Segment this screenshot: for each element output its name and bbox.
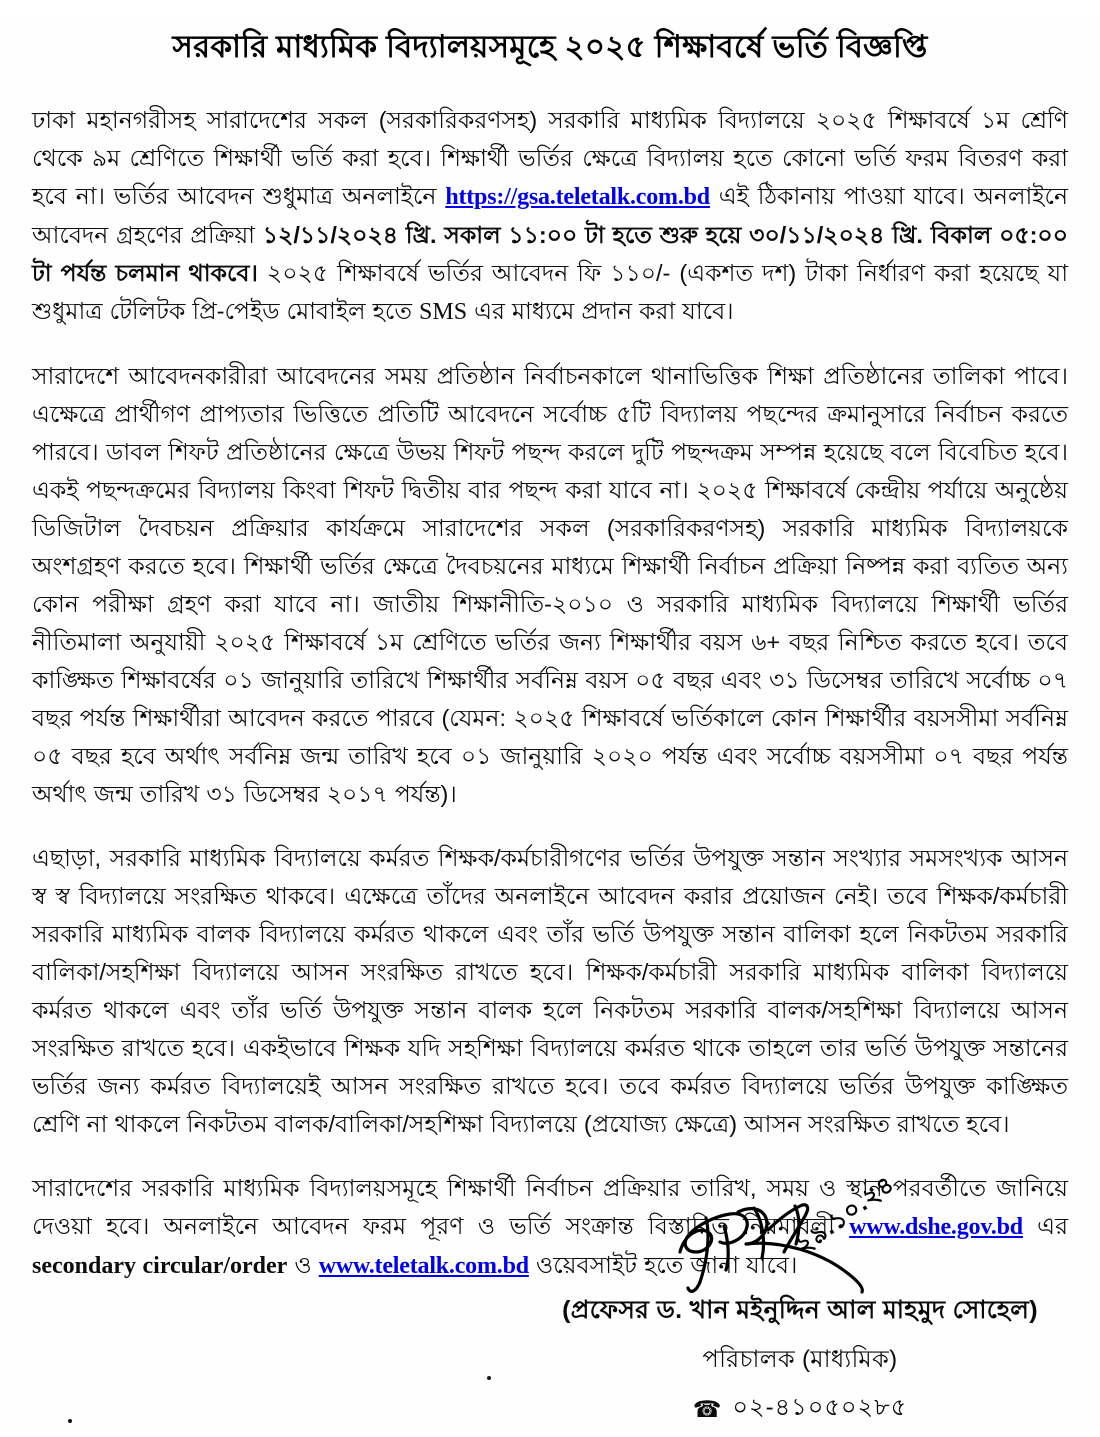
- paragraph-3: এছাড়া, সরকারি মাধ্যমিক বিদ্যালয়ে কর্মরত শিক্ষক/কর্মচারীগণের ভর্তির উপযুক্ত সন্তান সংখ্যার সমসংখ্যক আসন স্ব স্ব বিদ্যালয়ে সংরক্ষিত থাকবে। এক্ষেত্রে তাঁদের অনলাইনে আবেদন করার প্রয়োজন নেই। তবে শিক্ষক/কর্মচারী সরকারি মাধ্যমিক বালক বিদ্যালয়ে কর্মরত থাকলে এবং তাঁর ভর্তি উপযুক্ত সন্তান বালিকা হলে নিকটতম সরকারি বালিকা/সহশিক্ষা বিদ্যালয়ে আসন সংরক্ষিত রাখতে হবে। শিক্ষক/কর্মচারী সরকারি মাধ্যমিক বালিকা বিদ্যালয়ে কর্মরত থাকলে এবং তাঁর ভর্তি উপযুক্ত সন্তান বালক হলে নিকটতম সরকারি বালক/সহশিক্ষা বিদ্যালয়ে আসন সংরক্ষিত রাখতে হবে। একইভাবে শিক্ষক যদি সহশিক্ষা বিদ্যালয়ে কর্মরত থাকে তাহলে তার ভর্তি উপযুক্ত সন্তানের ভর্তির জন্য কর্মরত বিদ্যালয়েই আসন সংরক্ষিত রাখতে হবে। তবে কর্মরত বিদ্যালয়ে ভর্তির উপযুক্ত কাঙ্ক্ষিত শ্রেণি না থাকলে নিকটতম বালক/বালিকা/সহশিক্ষা বিদ্যালয়ে (প্রযোজ্য ক্ষেত্রে) আসন সংরক্ষিত রাখতে হবে।: [32, 844, 1068, 1137]
- teletalk-link[interactable]: www.teletalk.com.bd: [318, 1252, 529, 1279]
- paragraph-4-text-d: ওয়েবসাইট হতে জানা যাবে।: [528, 1251, 798, 1278]
- paragraph-4-text-a: সারাদেশের সরকারি মাধ্যমিক বিদ্যালয়সমূহে শিক্ষার্থী নির্বাচন প্রক্রিয়ার তারিখ, সময় ও স্থান পরবর্তীতে জানিয়ে দেওয়া হবে। অনলাইনে আবেদন ফরম পূরণ ও ভর্তি সংক্রান্ত বিস্তারিত নিয়মাবলী: [32, 1174, 1068, 1239]
- signature-date: ২৯.১০.২৪: [791, 1170, 900, 1260]
- dshe-link[interactable]: www.dshe.gov.bd: [849, 1213, 1023, 1240]
- sms-term: SMS: [419, 298, 468, 325]
- secondary-circular-order-text: secondary circular/order: [32, 1252, 288, 1279]
- paragraph-2: সারাদেশে আবেদনকারীরা আবেদনের সময় প্রতিষ্ঠান নির্বাচনকালে থানাভিত্তিক শিক্ষা প্রতিষ্ঠানের তালিকা পাবে। এক্ষেত্রে প্রার্থীগণ প্রাপ্যতার ভিত্তিতে প্রতিটি আবেদনে সর্বোচ্চ ৫টি বিদ্যালয় পছন্দের ক্রমানুসারে নির্বাচন করতে পারবে। ডাবল শিফট প্রতিষ্ঠানের ক্ষেত্রে উভয় শিফট পছন্দ করলে দুটি পছন্দক্রম সম্পন্ন হয়েছে বলে বিবেচিত হবে। একই পছন্দক্রমের বিদ্যালয় কিংবা শিফট দ্বিতীয় বার পছন্দ করা যাবে না। ২০২৫ শিক্ষাবর্ষে কেন্দ্রীয় পর্যায়ে অনুষ্ঠেয় ডিজিটাল দৈবচয়ন প্রক্রিয়ার কার্যক্রমে সারাদেশের সকল (সরকারিকরণসহ) সরকারি মাধ্যমিক বিদ্যালয়কে অংশগ্রহণ করতে হবে। শিক্ষার্থী ভর্তির ক্ষেত্রে দৈবচয়নের মাধ্যমে শিক্ষার্থী নির্বাচন প্রক্রিয়া নিষ্পন্ন করা ব্যতিত অন্য কোন পরীক্ষা গ্রহণ করা যাবে না। জাতীয় শিক্ষানীতি-২০১০ ও সরকারি মাধ্যমিক বিদ্যালয়ে শিক্ষার্থী ভর্তির নীতিমালা অনুযায়ী ২০২৫ শিক্ষাবর্ষে ১ম শ্রেণিতে ভর্তির জন্য শিক্ষার্থীর বয়স ৬+ বছর নিশ্চিত করতে হবে। তবে কাঙ্ক্ষিত শিক্ষাবর্ষের ০১ জানুয়ারি তারিখে শিক্ষার্থীর সর্বনিম্ন বয়স ০৫ বছর এবং ৩১ ডিসেম্বর তারিখে সর্বোচ্চ ০৭ বছর পর্যন্ত শিক্ষার্থীরা আবেদন করতে পারবে (যেমন: ২০২৫ শিক্ষাবর্ষে ভর্তিকালে কোন শিক্ষার্থীর বয়সসীমা সর্বনিম্ন ০৫ বছর হবে অর্থাৎ সর্বনিম্ন জন্ম তারিখ হবে ০১ জানুয়ারি ২০২০ পর্যন্ত এবং সর্বোচ্চ বয়সসীমা ০৭ বছর পর্যন্ত অর্থাৎ জন্ম তারিখ ৩১ ডিসেম্বর ২০১৭ পর্যন্ত)।: [32, 362, 1068, 807]
- paragraph-1-text-a: ঢাকা মহানগরীসহ সারাদেশের সকল (সরকারিকরণসহ) সরকারি মাধ্যমিক বিদ্যালয়ে ২০২৫ শিক্ষাবর্ষে ১ম শ্রেণি থেকে ৯ম শ্রেণিতে শিক্ষার্থী ভর্তি করা হবে। শিক্ষার্থী ভর্তির ক্ষেত্রে বিদ্যালয় হতে কোনো ভর্তি ফরম বিতরণ করা হবে না। ভর্তির আবেদন শুধুমাত্র অনলাইনে: [32, 106, 1068, 209]
- application-window-dates: ১২/১১/২০২৪ খ্রি. সকাল ১১:০০ টা হতে শুরু হয়ে ৩০/১১/২০২৪ খ্রি. বিকাল ০৫:০০ টা পর্যন্ত চলমান থাকবে।: [32, 221, 1068, 286]
- gsa-teletalk-link[interactable]: https://gsa.teletalk.com.bd: [445, 183, 710, 210]
- signatory-name: (প্রফেসর ড. খান মইনুদ্দিন আল মাহমুদ সোহেল): [562, 1296, 1038, 1324]
- paragraph-1-text-b: এই ঠিকানায় পাওয়া যাবে। অনলাইনে আবেদন গ্রহণের প্রক্রিয়া: [32, 182, 1068, 248]
- stray-mark-left: [68, 1419, 72, 1423]
- document-page: [0, 18, 1100, 1437]
- page-title: সরকারি মাধ্যমিক বিদ্যালয়সমূহে ২০২৫ শিক্ষাবর্ষে ভর্তি বিজ্ঞপ্তি: [172, 29, 928, 64]
- paragraph-1-text-d: এর মাধ্যমে প্রদান করা যাবে।: [467, 297, 734, 324]
- document-body: [32, 101, 1068, 1285]
- paragraph-1-text-c: ২০২৫ শিক্ষাবর্ষে ভর্তির আবেদন ফি ১১০/- (একশত দশ) টাকা নির্ধারণ করা হয়েছে যা শুধুমাত্র টেলিটক প্রি-পেইড মোবাইল হতে: [32, 259, 1069, 324]
- handwritten-signature: [650, 1170, 950, 1296]
- telephone-icon: ☎: [692, 1395, 723, 1422]
- paragraph-4-text-c: ও: [287, 1251, 319, 1278]
- paragraph-1: [32, 101, 1068, 331]
- signatory-phone-number: ০২-৪১০৫০২৮৫: [732, 1394, 908, 1421]
- stray-mark-center: [487, 1376, 491, 1380]
- signatory-designation: পরিচালক (মাধ্যমিক): [702, 1346, 898, 1373]
- paragraph-4-text-b: এর: [1022, 1212, 1068, 1239]
- signatory-phone-row: [540, 1389, 1060, 1429]
